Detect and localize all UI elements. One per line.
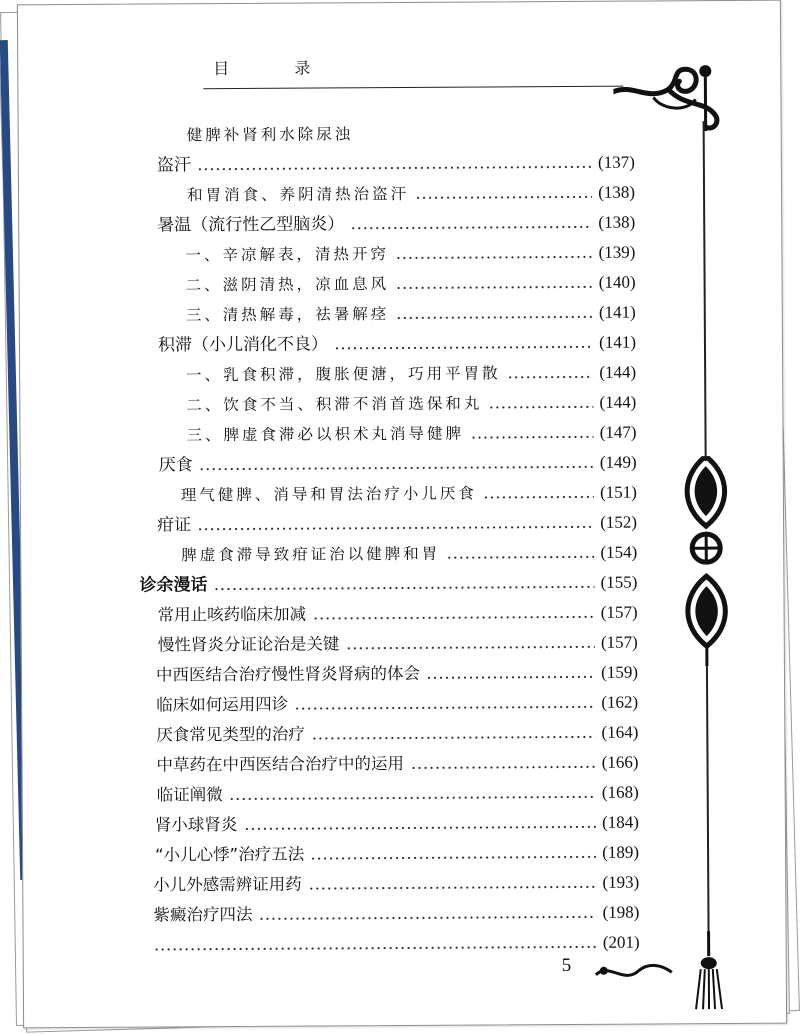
toc-entry[interactable] bbox=[158, 628, 638, 657]
toc-entry-title: 中西医结合治疗慢性肾炎肾病的体会 bbox=[155, 663, 421, 685]
dot-leader bbox=[213, 586, 594, 590]
toc-entry-page: (149) bbox=[599, 452, 637, 472]
dot-leader bbox=[311, 736, 596, 740]
dot-leader bbox=[395, 316, 593, 319]
toc-entry-title: 诊余漫话 bbox=[139, 575, 208, 596]
dot-leader bbox=[294, 706, 595, 710]
toc-entry-page: (137) bbox=[597, 152, 635, 172]
table-of-contents bbox=[18, 1, 786, 1028]
dot-leader bbox=[310, 856, 596, 860]
toc-entry-title: 临床如何运用四诊 bbox=[156, 694, 289, 715]
dot-leader bbox=[197, 526, 594, 530]
toc-entry-title: 厌食 bbox=[158, 455, 193, 476]
toc-entry-title: 脾虚食滞导致疳证治以健脾和胃 bbox=[181, 544, 441, 565]
dot-leader bbox=[483, 496, 594, 499]
toc-entry[interactable] bbox=[186, 358, 636, 387]
dot-leader bbox=[197, 166, 592, 170]
toc-entry[interactable] bbox=[155, 838, 639, 867]
toc-entry-page: (168) bbox=[601, 782, 639, 802]
toc-entry[interactable] bbox=[158, 328, 636, 357]
toc-entry-page: (157) bbox=[600, 632, 638, 652]
toc-entry-page: (184) bbox=[602, 812, 639, 832]
toc-entry-title: 暑温（流行性乙型脑炎） bbox=[157, 214, 345, 236]
toc-entry-page: (154) bbox=[600, 542, 638, 562]
toc-entry-title: 二、滋阴清热，凉血息风 bbox=[185, 275, 390, 295]
toc-entry[interactable] bbox=[185, 238, 635, 267]
toc-entry-page: (193) bbox=[602, 872, 640, 892]
toc-entry-title: 和胃消食、养阴清热治盗汗 bbox=[186, 184, 410, 205]
dot-leader bbox=[308, 886, 597, 890]
dot-leader bbox=[415, 196, 592, 199]
dot-leader bbox=[488, 406, 593, 409]
toc-entry-title: 疳证 bbox=[157, 515, 192, 536]
dot-leader bbox=[410, 766, 596, 769]
toc-entry-page: (144) bbox=[599, 392, 637, 412]
toc-entry[interactable] bbox=[186, 268, 636, 297]
dot-leader bbox=[258, 916, 596, 920]
toc-entry[interactable] bbox=[157, 148, 635, 177]
toc-entry-title: 一、乳食积滞，腹胀便溏，巧用平胃散 bbox=[186, 364, 501, 385]
dot-leader bbox=[470, 436, 594, 439]
toc-entry[interactable] bbox=[181, 478, 637, 507]
toc-entry-page: (140) bbox=[598, 272, 636, 292]
toc-entry-title: 紫癜治疗四法 bbox=[153, 904, 253, 925]
toc-entry-page: (166) bbox=[601, 752, 639, 772]
toc-entry[interactable] bbox=[157, 208, 635, 237]
toc-entry[interactable] bbox=[186, 388, 636, 417]
dot-leader bbox=[345, 646, 595, 650]
dot-leader bbox=[507, 376, 594, 379]
toc-entry-title: 三、脾虚食滞必以枳术丸消导健脾 bbox=[186, 424, 465, 445]
toc-entry-page: (144) bbox=[599, 362, 637, 382]
dot-leader bbox=[243, 826, 596, 830]
dot-leader bbox=[312, 616, 595, 620]
toc-entry-title: 慢性肾炎分证论治是关键 bbox=[157, 634, 340, 655]
toc-entry[interactable] bbox=[153, 898, 639, 927]
toc-entry-title: 积滞（小儿消化不良） bbox=[157, 334, 329, 356]
toc-entry-page: (138) bbox=[598, 182, 636, 202]
toc-entry-page: (198) bbox=[602, 902, 640, 922]
toc-entry[interactable] bbox=[181, 538, 637, 567]
toc-entry-page: (147) bbox=[599, 422, 637, 442]
toc-entry[interactable] bbox=[158, 598, 638, 627]
toc-entry-title: “小儿心悸”治疗五法 bbox=[155, 844, 305, 865]
toc-entry[interactable] bbox=[154, 928, 640, 957]
toc-entry[interactable] bbox=[159, 448, 637, 477]
dot-leader bbox=[395, 286, 593, 289]
dot-leader bbox=[395, 256, 593, 259]
toc-entry[interactable] bbox=[187, 178, 635, 207]
toc-entry[interactable] bbox=[187, 118, 635, 147]
toc-entry-page: (139) bbox=[598, 242, 636, 262]
page-number: 5 bbox=[561, 954, 572, 977]
toc-entry-title: 一、辛凉解表，清热开窍 bbox=[185, 245, 389, 265]
toc-entry-page: (189) bbox=[602, 842, 640, 862]
toc-entry-page: (155) bbox=[600, 572, 638, 592]
toc-entry-title: 理气健脾、消导和胃法治疗小儿厌食 bbox=[180, 484, 477, 505]
toc-entry-page: (162) bbox=[601, 692, 639, 712]
toc-entry-title: 三、清热解毒，祛暑解痉 bbox=[185, 305, 390, 325]
toc-entry-title: 常用止咳药临床加减 bbox=[157, 604, 307, 625]
toc-entry[interactable] bbox=[153, 868, 639, 897]
toc-entry-title: 小儿外感需辨证用药 bbox=[153, 874, 302, 895]
toc-entry-title: 健脾补肾利水除尿浊 bbox=[186, 125, 354, 145]
toc-entry-page: (159) bbox=[601, 662, 639, 682]
toc-entry-page: (151) bbox=[599, 482, 637, 502]
dot-leader bbox=[350, 226, 592, 229]
dot-leader bbox=[426, 676, 595, 679]
toc-entry[interactable] bbox=[156, 718, 638, 747]
dot-leader bbox=[154, 946, 597, 951]
toc-entry-page: (164) bbox=[601, 722, 639, 742]
toc-entry[interactable] bbox=[139, 568, 637, 597]
toc-entry-title: 厌食常见类型的治疗 bbox=[156, 724, 305, 745]
toc-entry-page: (152) bbox=[600, 512, 638, 532]
toc-entry[interactable] bbox=[156, 658, 638, 687]
dot-leader bbox=[446, 556, 594, 559]
page-header-title: 目 录 bbox=[213, 58, 341, 79]
toc-entry-page: (157) bbox=[600, 602, 638, 622]
toc-entry[interactable] bbox=[186, 418, 636, 447]
toc-entry-page: (201) bbox=[602, 932, 640, 952]
toc-entry-title: 二、饮食不当、积滞不消首选保和丸 bbox=[186, 394, 483, 415]
toc-entry-page: (141) bbox=[599, 332, 637, 352]
toc-entry[interactable] bbox=[186, 298, 636, 327]
toc-entry-page: (141) bbox=[598, 302, 636, 322]
toc-entry[interactable] bbox=[157, 778, 639, 807]
toc-entry[interactable] bbox=[156, 748, 638, 777]
document-page bbox=[17, 0, 787, 1028]
toc-entry-title: 肾小球肾炎 bbox=[154, 815, 238, 835]
toc-entry-title: 临证阐微 bbox=[156, 785, 223, 805]
dot-leader bbox=[334, 346, 593, 350]
dot-leader bbox=[199, 466, 594, 470]
toc-entry[interactable] bbox=[155, 808, 639, 837]
toc-entry-page: (138) bbox=[598, 212, 636, 232]
toc-entry-title: 盗汗 bbox=[156, 155, 191, 176]
toc-entry[interactable] bbox=[156, 688, 638, 717]
dot-leader bbox=[229, 796, 596, 800]
toc-entry[interactable] bbox=[157, 508, 637, 537]
toc-entry-title: 中草药在中西医结合治疗中的运用 bbox=[156, 753, 405, 775]
